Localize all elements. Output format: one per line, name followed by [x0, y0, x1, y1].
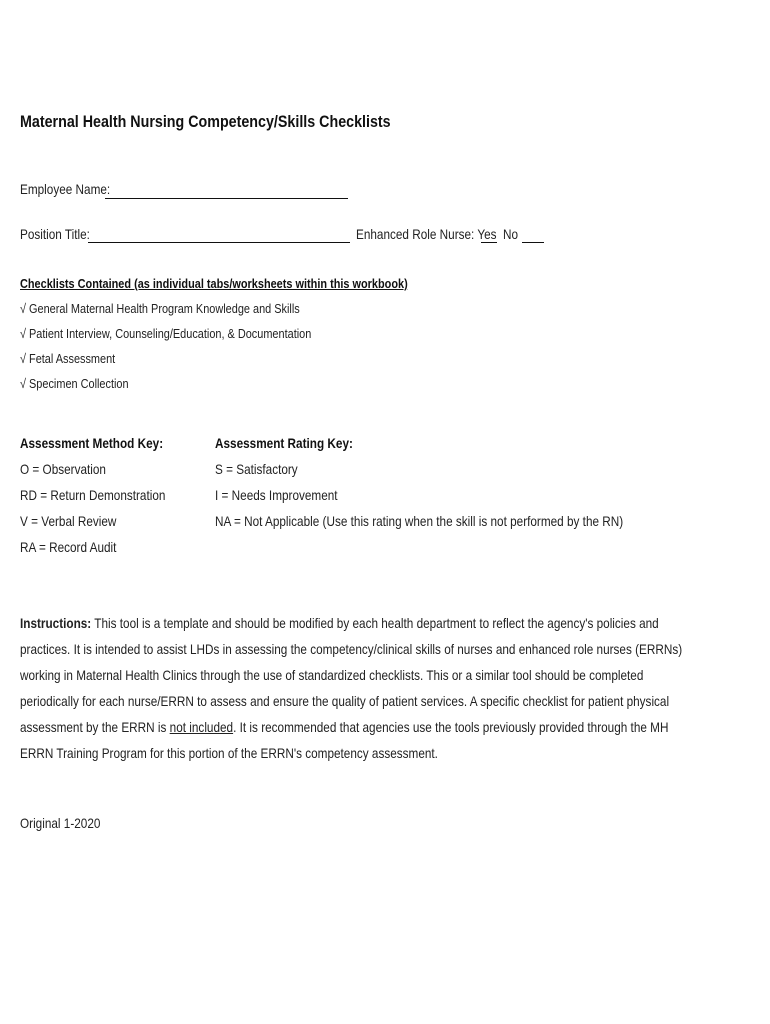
method-key-item: V = Verbal Review	[20, 513, 117, 529]
rating-key-item: I = Needs Improvement	[215, 487, 338, 503]
checklist-item-general: √ General Maternal Health Program Knowledge and Skills	[20, 301, 300, 316]
rating-key-heading: Assessment Rating Key:	[215, 435, 353, 451]
version-note: Original 1-2020	[20, 815, 101, 831]
enhanced-role-yes-field[interactable]	[481, 242, 497, 243]
employee-name-field[interactable]	[105, 198, 348, 199]
checklists-heading: Checklists Contained (as individual tabs/worksheets within this workbook)	[20, 276, 408, 291]
instructions-lead: Instructions:	[20, 615, 92, 631]
checklist-item-patient-interview: √ Patient Interview, Counseling/Education, & Documentation	[20, 326, 312, 341]
rating-key-item: NA = Not Applicable (Use this rating when the skill is not performed by the RN)	[215, 513, 624, 529]
page-title: Maternal Health Nursing Competency/Skills Checklists	[20, 112, 391, 131]
enhanced-role-no-field[interactable]	[522, 242, 544, 243]
position-title-field[interactable]	[88, 242, 350, 243]
method-key-item: O = Observation	[20, 461, 106, 477]
rating-key-item: S = Satisfactory	[215, 461, 298, 477]
method-key-heading: Assessment Method Key:	[20, 435, 164, 451]
instructions-text-end: . It is recommended that agencies use the tools previously provided through the MH ERRN Training Program for this portion of the ERRN's competency assessment.	[20, 719, 669, 761]
instructions-not-included: not included	[169, 719, 234, 735]
enhanced-role-no-label: No	[503, 226, 519, 242]
position-title-label: Position Title:	[20, 226, 90, 242]
checklist-item-fetal-assessment: √ Fetal Assessment	[20, 351, 116, 366]
method-key-item: RA = Record Audit	[20, 539, 117, 555]
checklist-item-specimen-collection: √ Specimen Collection	[20, 376, 129, 391]
method-key-item: RD = Return Demonstration	[20, 487, 166, 503]
employee-name-label: Employee Name:	[20, 181, 111, 197]
instructions-paragraph	[20, 610, 700, 766]
enhanced-role-label: Enhanced Role Nurse: Yes	[356, 226, 497, 242]
instructions-text: This tool is a template and should be modified by each health department to reflect the agency's policies and practices. It is intended to assist LHDs in assessing the competency/clinical skills of nurses and enhanced role nurses (ERRNs) working in Maternal Health Clinics through the use of standardized checklists. This or a similar tool should be completed periodically for each nurse/ERRN to assess and ensure the quality of patient services. A specific checklist for patient physical assessment by the ERRN is	[20, 615, 683, 735]
